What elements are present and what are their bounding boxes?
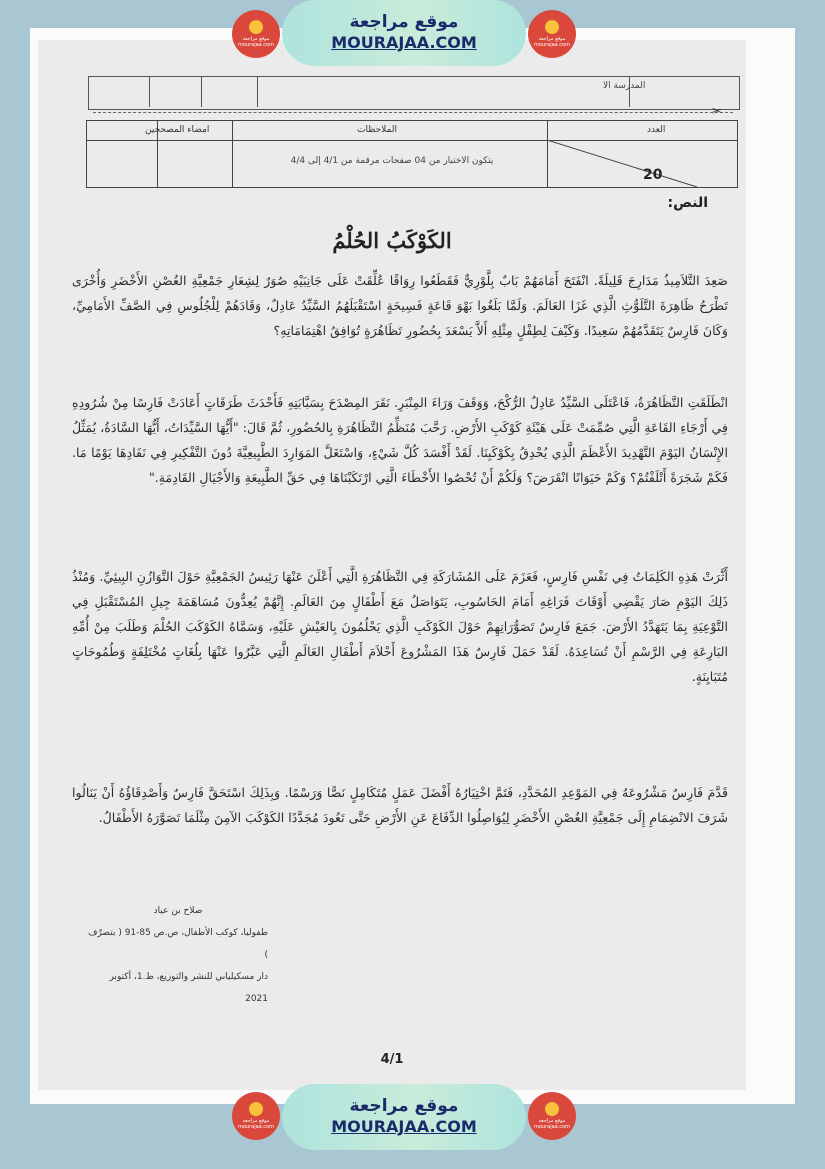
grade-table (86, 120, 738, 188)
paragraph-3: أَثَّرَتْ هَذِهِ الكَلِمَاتُ فِي نَفْسِ فَارِسٍ، فَعَزَمَ عَلَى المُشَارَكَةِ فِي التَّظَاهُرَةِ الَّتِي أَعْلَنَ عَنْهَا رَئِيسُ الجَمْعِيَّةِ حَوْلَ التَّوَازُنِ البِيئِيِّ. وَمُنْذُ ذَلِكَ اليَوْمِ صَارَ يَقْضِي أَوْقَاتَ فَرَاغِهِ أَمَامَ الحَاسُوبِ، يَتَوَاصَلُ مَعَ أَطْفَالٍ مِنَ العَالَمِ. إِنَّهُمْ يُعِدُّونَ مُسَاهَمَةَ جِيلِ المُسْتَقْبَلِ فِي التَّوْعِيَةِ بِمَا يَتَهَدَّدُ الأَرْضَ. جَمَعَ فَارِسٌ تَصَوُّرَاتِهِمْ حَوْلَ الكَوْكَبِ الَّذِي يَحْلُمُونَ بِالعَيْشِ عَلَيْهِ، وَسَمَّاهُ الكَوْكَبَ الحُلْمَ وَطَلَبَ مِنْ أُمِّهِ البَارِعَةِ فِي الرَّسْمِ أَنْ تُسَاعِدَهُ. لَقَدْ حَمَلَ فَارِسٌ هَذَا المَشْرُوعَ أَحْلاَمَ أَطْفَالِ العَالَمِ الَّتِي عَبَّرُوا عَنْهَا بِلُغَاتٍ مُخْتَلِفَةٍ وَطُمُوحَاتٍ مُتَبَايِنَةٍ. (72, 569, 729, 684)
site-logo-icon: موقع مراجعة mourajaa.com (232, 10, 280, 58)
section-label: النص: (667, 195, 708, 211)
grade-table-rule (232, 121, 233, 187)
signatures-header: امضاء المصححين (145, 125, 210, 135)
scissors-icon: ✂ (712, 104, 723, 118)
header-table-cell (257, 77, 258, 107)
header-table-cell (201, 77, 202, 107)
site-name-arabic[interactable]: موقع مراجعة (349, 12, 459, 32)
paragraph-1: صَعِدَ التَّلاَمِيذُ مَدَارِجَ قَلِيلَةً. انْفَتَحَ أَمَامَهُمْ بَابٌ بِلَّوْرِيٌّ فَقَطَعُوا رِوَاقًا عُلِّقَتْ عَلَى جَانِبَيْهِ صُوَرٌ لِشِعَارِ جَمْعِيَّةِ الغُصْنِ الأَخْضَرِ وَأُخْرَى تَطْرَحُ ظَاهِرَةَ التَّلَوُّثِ الَّذِي غَزَا العَالَمَ. وَلَمَّا بَلَغُوا بَهْوَ قَاعَةٍ فَسِيحَةٍ اسْتَقْبَلَهُمُ السَّيِّدُ عَادِلٌ، وَقَادَهُمْ لِلْجُلُوسِ فِي الصَّفِّ الأَمَامِيِّ، وَكَانَ فَارِسٌ يَتَقَدَّمُهُمْ سَعِيدًا. وَكَيْفَ لِطِفْلٍ مِثْلِهِ أَلاَّ يَسْعَدَ بِحُضُورِ تَظَاهُرَةٍ تُوَافِقُ اهْتِمَامَاتِهِ؟ (72, 273, 728, 338)
site-name-arabic[interactable]: موقع مراجعة (349, 1096, 459, 1116)
cut-line (93, 112, 733, 113)
text-title: الكَوْكَبُ الحُلْمُ (332, 228, 452, 253)
source-line-2: دار مسكيلياني للنشر والتوزيع، ط.1، أكتوبر 2021 (109, 972, 268, 1004)
credits (88, 900, 268, 1010)
pages-note: يتكون الاختبار من 04 صفحات مرقمة من 4/1 إلى 4/4 (290, 156, 494, 166)
page-number: 4/1 (380, 1052, 404, 1067)
header-table-cell (149, 77, 150, 107)
scanned-exam-page (38, 40, 746, 1090)
site-banner-top[interactable] (282, 0, 526, 66)
grade-header: العدد (647, 125, 666, 135)
site-banner-bottom[interactable] (282, 1084, 526, 1150)
source-line-1: طفوليا، كوكب الأطفال، ص.ص 85-91 ( بتصرّف ) (88, 928, 268, 960)
paragraph-4: قَدَّمَ فَارِسٌ مَشْرُوعَهُ فِي المَوْعِدِ المُحَدَّدِ، فَتَمَّ اخْتِيَارُهُ أَفْضَلَ عَمَلٍ مُتَكَامِلٍ نَصًّا وَرَسْمًا. وَبِذَلِكَ اسْتَحَقَّ فَارِسٌ وَأَصْدِقَاؤُهُ أَنْ يَنَالُوا شَرَفَ الانْضِمَامِ إِلَى جَمْعِيَّةِ الغُصْنِ الأَخْضَرِ لِيُوَاصِلُوا الدِّفَاعَ عَنِ الأَرْضِ حَتَّى تَعُودَ مُجَدَّدًا الكَوْكَبَ الآمِنَ مِثْلَمَا تَصَوَّرَهُ الأَطْفَالُ. (72, 785, 728, 825)
site-name-latin[interactable]: MOURAJAA.COM (331, 1117, 477, 1136)
site-logo-icon: موقع مراجعة mourajaa.com (232, 1092, 280, 1140)
score-total: 20 (643, 167, 663, 183)
school-label: المدرسة الا (603, 81, 646, 91)
site-logo-icon: موقع مراجعة mourajaa.com (528, 10, 576, 58)
site-logo-icon: موقع مراجعة mourajaa.com (528, 1092, 576, 1140)
site-name-latin[interactable]: MOURAJAA.COM (331, 33, 477, 52)
paragraph-2: انْطَلَقَتِ التَّظَاهُرَةُ، فَاعْتَلَى السَّيِّدُ عَادِلٌ الرُّكْحَ، وَوَقَفَ وَرَاءَ المِنْبَرِ. نَقَرَ المِصْدَحَ بِسَبَّابَتِهِ فَأَحْدَثَ طَرَقَاتٍ أَعَادَتْ فَارِسًا مِنْ شُرُودِهِ فِي أَرْجَاءِ القَاعَةِ الَّتِي صُمِّمَتْ عَلَى هَيْئَةِ كَوْكَبِ الأَرْضِ. رَحَّبَ مُنَظِّمُ التَّظَاهُرَةِ بِالحُضُورِ، ثُمَّ قَالَ: "أَيُّهَا السَّيِّدَاتُ، أَيُّهَا السَّادَةُ، يُمَثِّلُ الإِنْسَانُ اليَوْمَ التَّهْدِيدَ الأَعْظَمَ الَّذِي يُحْدِقُ بِكَوْكَبِنَا. لَقَدْ أَفْسَدَ كُلَّ شَيْءٍ، وَاسْتَغَلَّ المَوَارِدَ الطَّبِيعِيَّةَ دُونَ التَّفْكِيرِ فِي نَفَادِهَا يَوْمًا مَا. فَكَمْ شَجَرَةً أَتْلَفْتُمْ؟ وَكَمْ حَيَوَانًا انْقَرَضَ؟ وَلَكُمْ أَنْ تُحْصُوا الأَخْطَاءَ الَّتِي ارْتَكَبْنَاهَا فِي حَقِّ الطَّبِيعَةِ وَالأَجْيَالِ القَادِمَةِ." (72, 395, 728, 485)
notes-header: الملاحظات (357, 125, 397, 135)
author: صلاح بن عياد (153, 906, 203, 916)
